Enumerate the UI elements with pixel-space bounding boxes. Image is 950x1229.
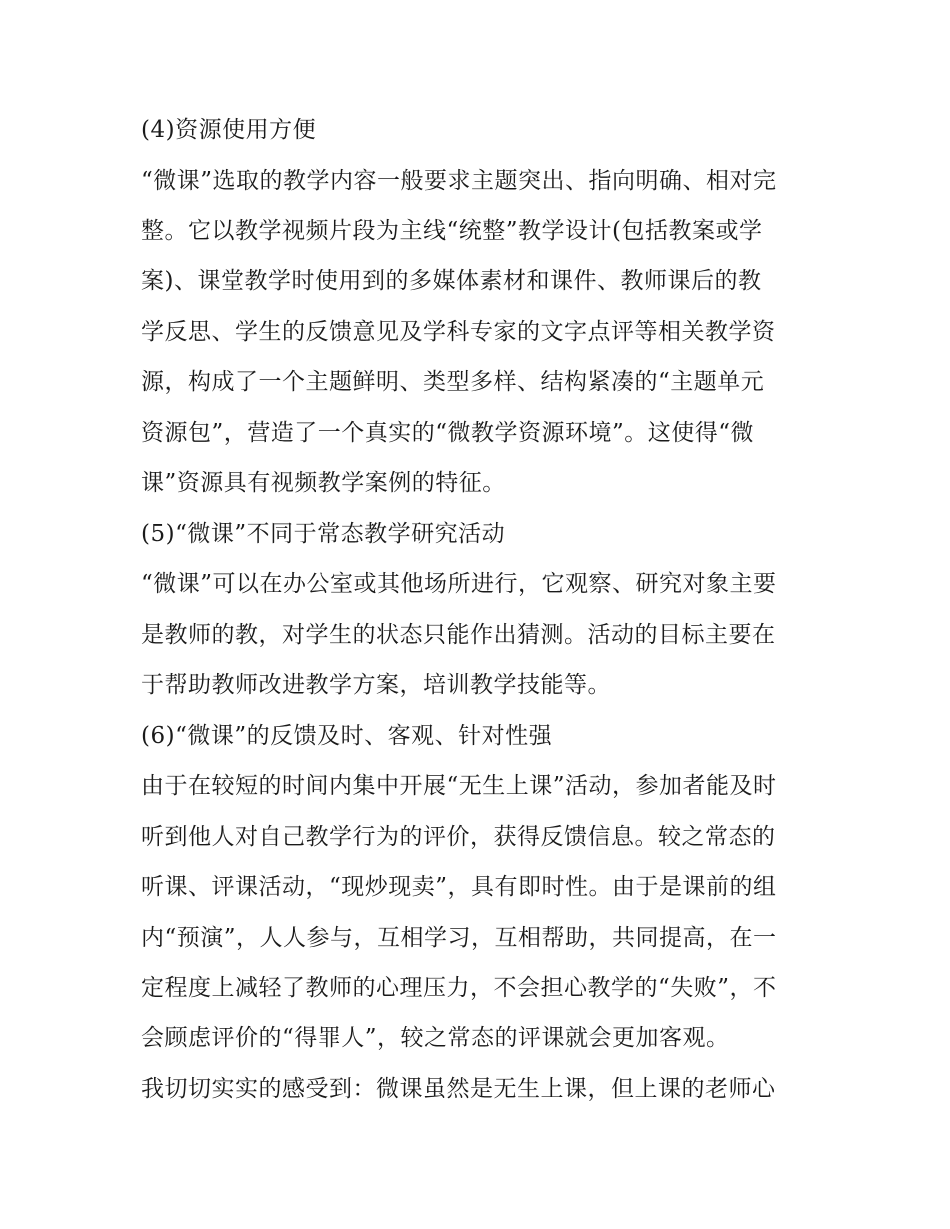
paragraph-line: 整。它以教学视频片段为主线“统整”教学设计(包括教案或学 — [141, 218, 763, 244]
paragraph-line: 由于在较短的时间内集中开展“无生上课”活动，参加者能及时 — [141, 773, 777, 799]
paragraph-line: “微课”可以在办公室或其他场所进行，它观察、研究对象主要 — [141, 571, 777, 597]
paragraph-line: 案)、课堂教学时使用到的多媒体素材和课件、教师课后的教 — [141, 268, 762, 294]
paragraph-line: 学反思、学生的反馈意见及学科专家的文字点评等相关教学资 — [141, 319, 776, 345]
paragraph-line: 源，构成了一个主题鲜明、类型多样、结构紧凑的“主题单元 — [141, 369, 765, 395]
paragraph-line: 内“预演”，人人参与，互相学习，互相帮助，共同提高，在一 — [141, 925, 777, 951]
paragraph-line: 我切切实实的感受到：微课虽然是无生上课，但上课的老师心 — [141, 1076, 776, 1102]
paragraph-line: 于帮助教师改进教学方案，培训教学技能等。 — [141, 672, 611, 698]
paragraph-line: “微课”选取的教学内容一般要求主题突出、指向明确、相对完 — [141, 168, 777, 194]
heading-not-regular-research: (5)“微课”不同于常态教学研究活动 — [141, 521, 506, 547]
paragraph-line: 定程度上减轻了教师的心理压力，不会担心教学的“失败”，不 — [141, 975, 777, 1001]
paragraph-line: 是教师的教，对学生的状态只能作出猜测。活动的目标主要在 — [141, 622, 776, 648]
paragraph-line: 听课、评课活动，“现炒现卖”，具有即时性。由于是课前的组 — [141, 874, 777, 900]
paragraph-line: 会顾虑评价的“得罪人”，较之常态的评课就会更加客观。 — [141, 1025, 730, 1051]
paragraph-line: 资源包”，营造了一个真实的“微教学资源环境”。这使得“微 — [141, 420, 755, 446]
heading-resource-convenience: (4)资源使用方便 — [141, 117, 317, 143]
paragraph-line: 听到他人对自己教学行为的评价，获得反馈信息。较之常态的 — [141, 824, 776, 850]
heading-timely-feedback: (6)“微课”的反馈及时、客观、针对性强 — [141, 723, 553, 749]
paragraph-line: 课”资源具有视频教学案例的特征。 — [141, 470, 506, 496]
